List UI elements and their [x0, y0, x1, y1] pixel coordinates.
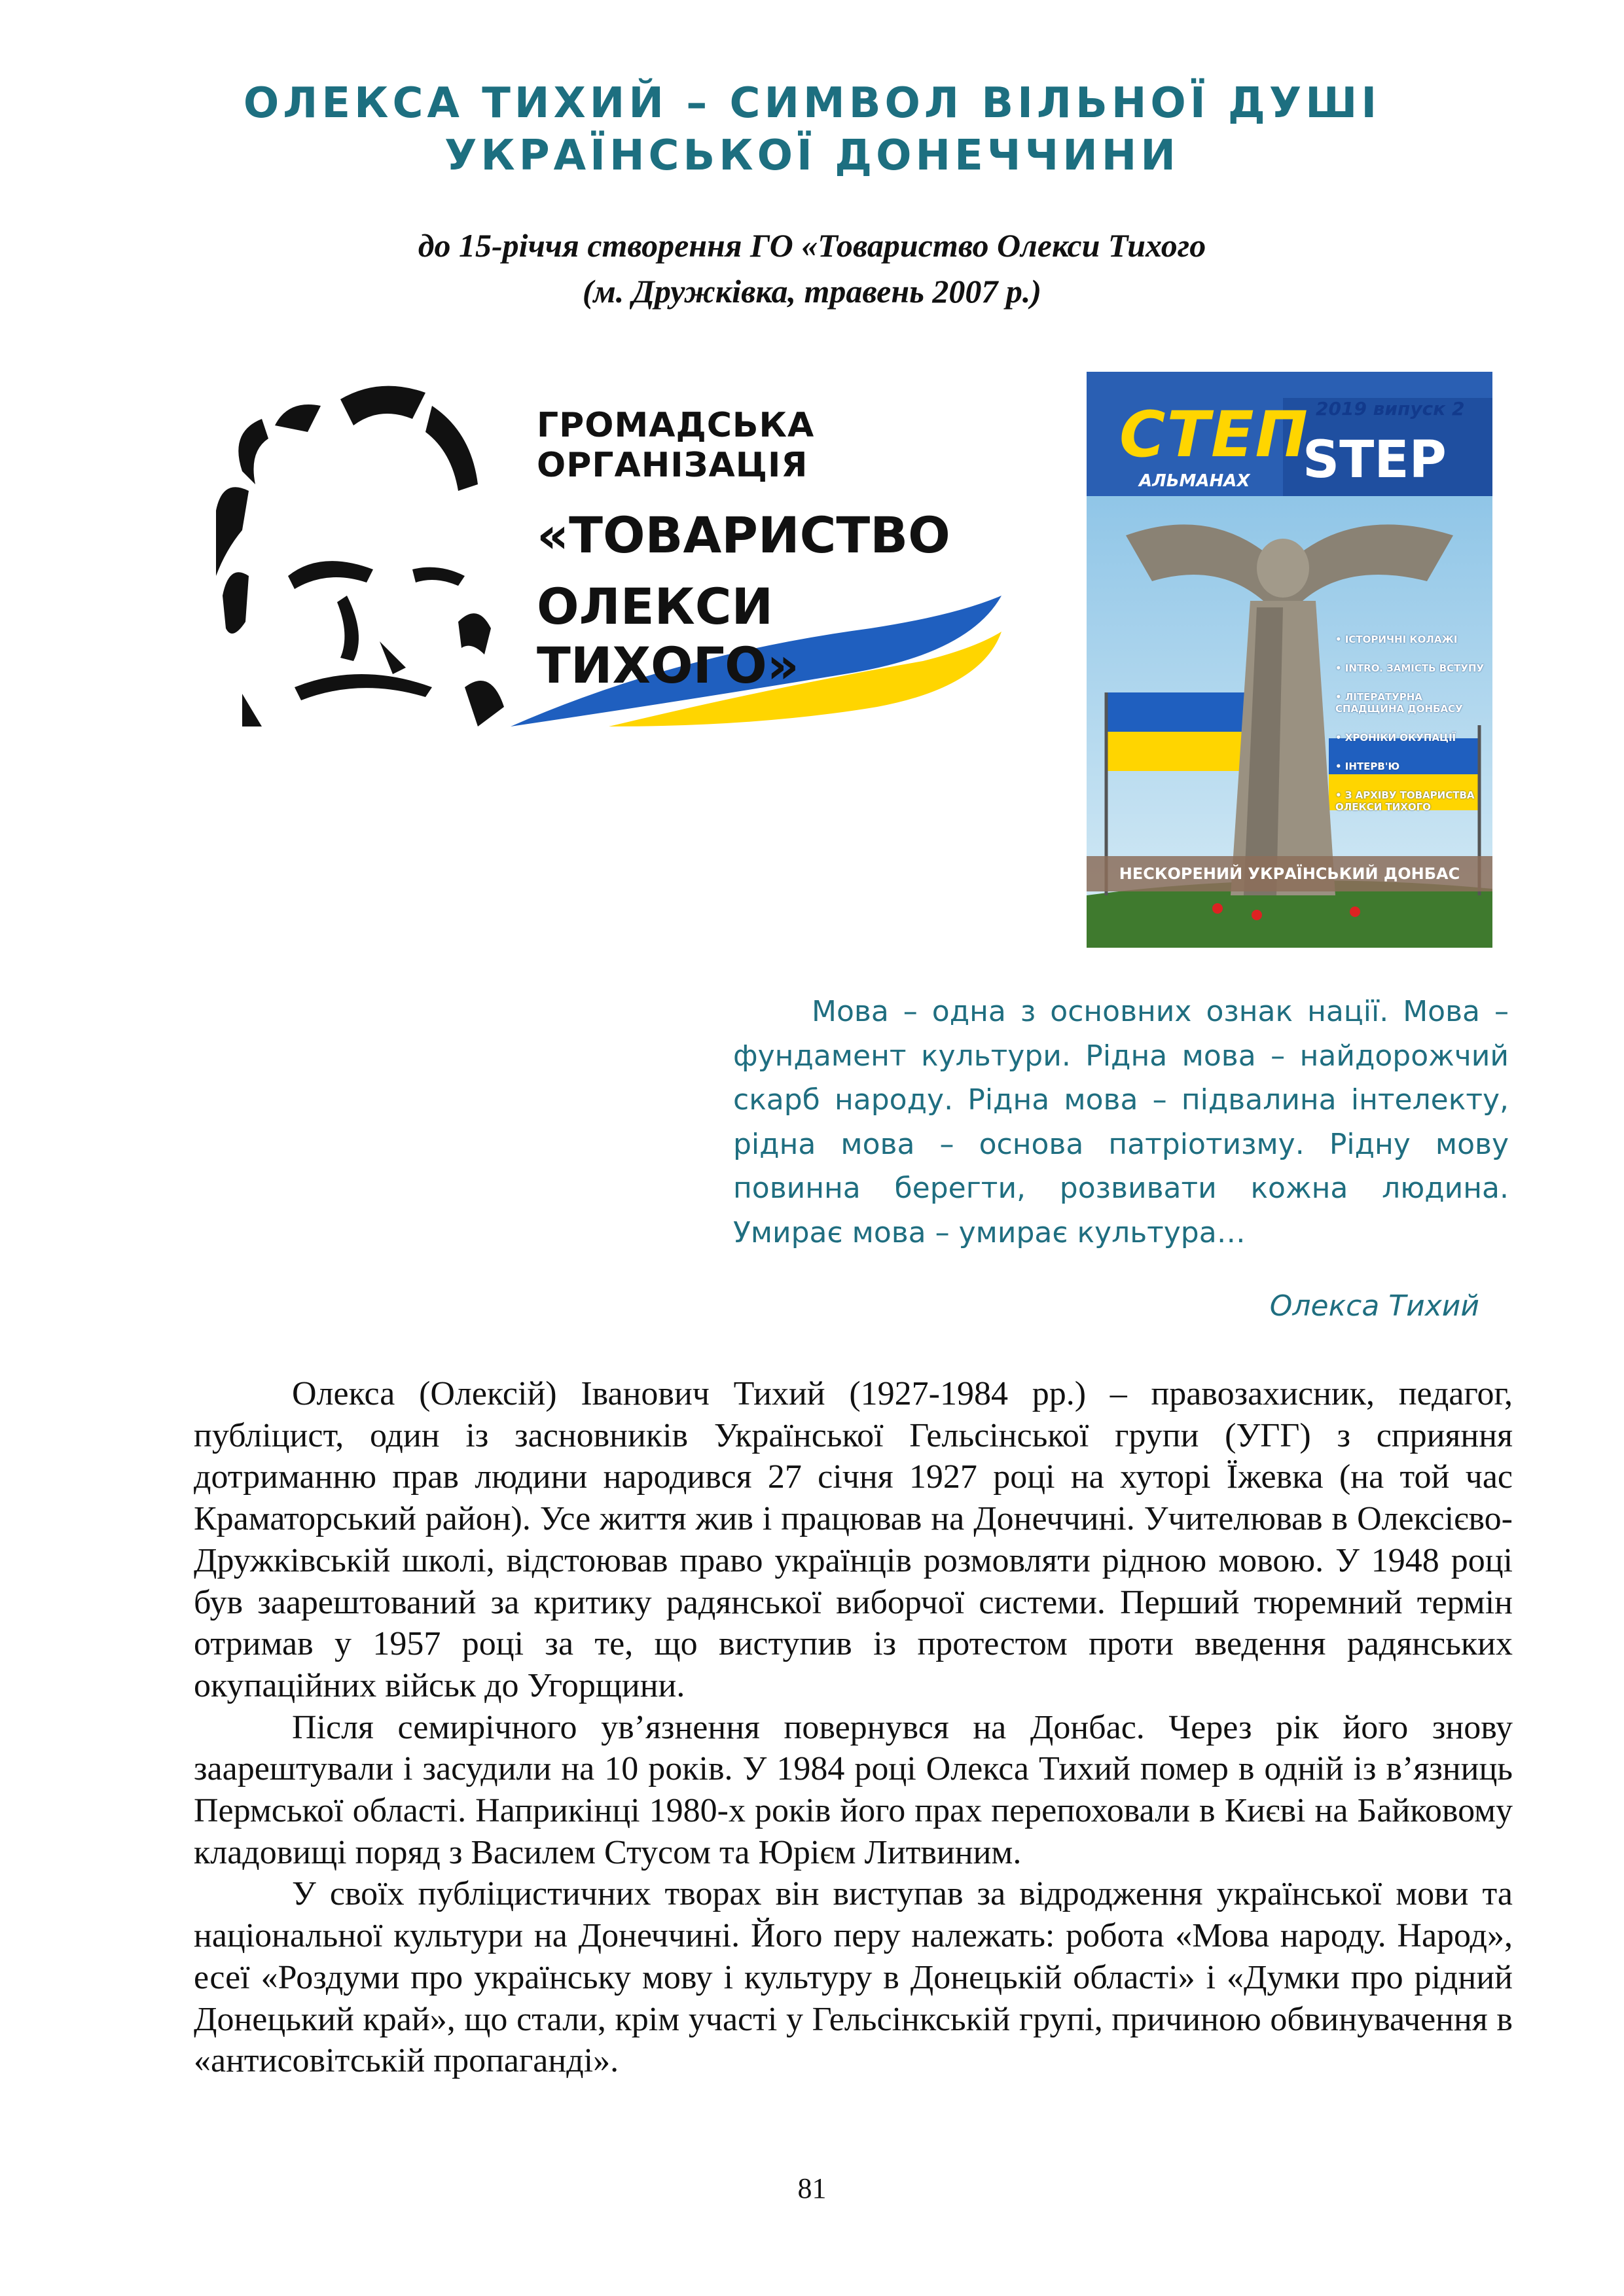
logo-text	[537, 406, 1008, 695]
cover-title-en: STEP	[1303, 431, 1447, 490]
epigraph-author: Олекса Тихий	[1269, 1289, 1479, 1323]
page-number: 81	[797, 2172, 827, 2204]
cover-bullet: • ІНТЕРВ'Ю	[1335, 761, 1400, 772]
body-paragraph: Олекса (Олексій) Іванович Тихий (1927-1984 рр.) – правозахисник, педагог, публіцист, один із засновників Української Гельсінської групи (УГГ) з сприяння дотриманню прав людини народився 27 січня 1927 році на хуторі Їжевка (на той час Краматорський район). Усе життя жив і працював на Донеччині. Учителював в Олексієво-Дружківській школі, відстоював право українців розмовляти рідною мовою. У 1948 році був заарештований за критику радянської виборчої системи. Перший тюремний термін отримав у 1957 році за те, що виступив із протестом проти введення радянських окупаційних військ до Угорщини.	[194, 1375, 1513, 1704]
cover-bullet: • ЛІТЕРАТУРНА СПАДЩИНА ДОНБАСУ	[1335, 691, 1463, 715]
cover-bullet: • ХРОНІКИ ОКУПАЦІЇ	[1335, 732, 1456, 744]
cover-issue: 2019 випуск 2	[1316, 398, 1465, 420]
organization-logo	[216, 380, 1001, 726]
logo-line-1: ГРОМАДСЬКА ОРГАНІЗАЦІЯ	[537, 406, 815, 486]
title-line-2: УКРАЇНСЬКОЇ ДОНЕЧЧИНИ	[444, 132, 1180, 180]
logo-line-2: «ТОВАРИСТВО	[537, 505, 950, 564]
cover-bullet: • INTRO. ЗАМІСТЬ ВСТУПУ	[1335, 662, 1485, 674]
epigraph-quote: Мова – одна з основних ознак нації. Мова – фундамент культури. Рідна мова – найдорожчий скарб народу. Рідна мова – підвалина інтелекту, рідна мова – основа патріотизму. Рідну мову повинна берегти, розвивати кожна людина. Умирає мова – умирає культура…	[733, 995, 1509, 1249]
article-body	[194, 1373, 1513, 2082]
page-subtitle	[0, 223, 1624, 314]
cover-banner: НЕСКОРЕНИЙ УКРАЇНСЬКИЙ ДОНБАС	[1087, 856, 1492, 891]
title-line-1: ОЛЕКСА ТИХИЙ – СИМВОЛ ВІЛЬНОЇ ДУШІ	[243, 79, 1381, 128]
body-paragraph: Після семирічного ув’язнення повернувся на Донбас. Через рік його знову заарештували і засудили на 10 років. У 1984 році Олекса Тихий помер в одній із в’язниць Пермської області. Наприкінці 1980-х років його прах перепоховали в Києві на Байковому кладовищі поряд з Василем Стусом та Юрієм Литвиним.	[194, 1708, 1513, 1871]
cover-bullet: • З АРХІВУ ТОВАРИСТВА ОЛЕКСИ ТИХОГО	[1335, 789, 1475, 813]
cover-almanac-label: АЛЬМАНАХ	[1139, 471, 1250, 491]
cover-bullet: • ІСТОРИЧНІ КОЛАЖІ	[1335, 634, 1458, 645]
cover-contents-list	[1335, 634, 1486, 830]
subtitle-line-1: до 15-річчя створення ГО «Товариство Олекси Тихого	[418, 227, 1206, 264]
page-title	[0, 77, 1624, 182]
logo-line-3: ОЛЕКСИ ТИХОГО»	[537, 577, 799, 695]
subtitle-line-2: (м. Дружківка, травень 2007 р.)	[582, 273, 1042, 310]
cover-title-ua: СТЕП	[1119, 398, 1309, 471]
body-paragraph: У своїх публіцистичних творах він виступав за відродження української мови та національної культури на Донеччині. Його перу належать: робота «Мова народу. Народ», есеї «Роздуми про українську мову і культуру в Донецькій області» і «Думки про рідний Донецький край», що стали, крім участі у Гельсінкській групі, причиною обвинувачення в «антисовітській пропаганді».	[194, 1875, 1513, 2080]
almanac-cover-image	[1087, 372, 1492, 948]
